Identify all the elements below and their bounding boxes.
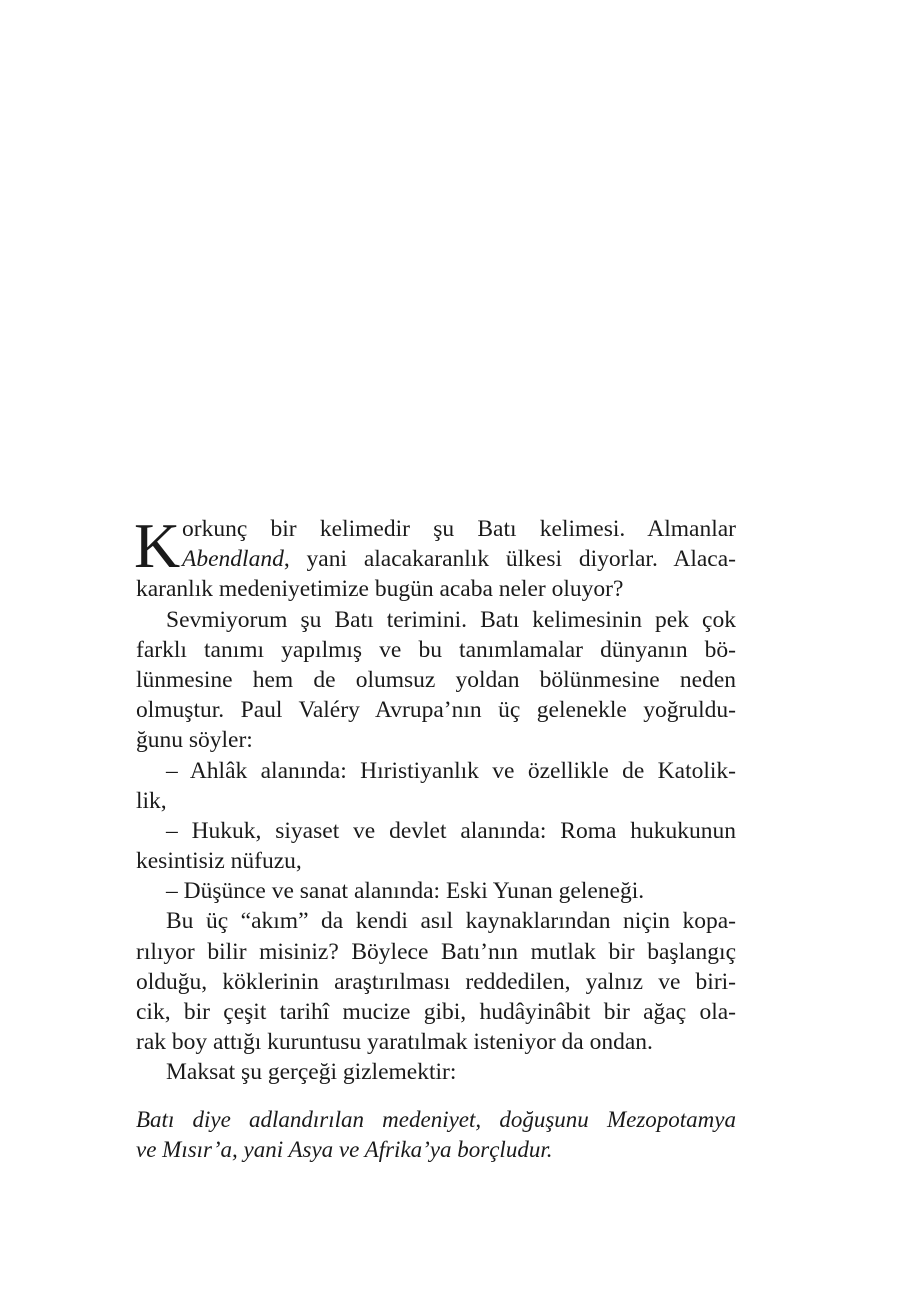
paragraph-4-line-1: Maksat şu gerçeği gizlemektir: <box>166 1059 457 1086</box>
quote-line-1: Batı diye adlandırılan medeniyet, doğuşunu Mezopotamya <box>136 1107 736 1132</box>
paragraph-2-line-3: lünmesine hem de olumsuz yoldan bölünmesine neden <box>136 666 736 693</box>
paragraph-3-line-5: rak boy attığı kuruntusu yaratılmak isteniyor da ondan. <box>136 1029 653 1056</box>
list-item-1-line-1: – Ahlâk alanında: Hıristiyanlık ve özellikle de Katolik- <box>166 757 736 784</box>
list-item-3-line-1: – Düşünce ve sanat alanında: Eski Yunan geleneği. <box>166 878 645 905</box>
block-quote <box>136 1104 736 1164</box>
paragraph-3-line-2: rılıyor bilir misiniz? Böylece Batı’nın mutlak bir başlangıç <box>136 938 736 965</box>
paragraph-2-line-1: Sevmiyorum şu Batı terimini. Batı kelimesinin pek çok <box>166 606 736 633</box>
paragraph-2-line-2: farklı tanımı yapılmış ve bu tanımlamalar dünyanın bö- <box>136 636 736 663</box>
paragraph-3-line-4: cik, bir çeşit tarihî mucize gibi, hudâyinâbit bir ağaç ola- <box>136 999 736 1025</box>
paragraph-3-line-1: Bu üç “akım” da kendi asıl kaynaklarından niçin kopa- <box>166 908 736 935</box>
drop-cap: K <box>134 510 181 581</box>
paragraph-1-line-1: orkunç bir kelimedir şu Batı kelimesi. Almanlar <box>182 516 736 542</box>
list-item-1-line-2: lik, <box>136 787 167 814</box>
list-item-2-line-1: – Hukuk, siyaset ve devlet alanında: Roma hukukunun <box>166 817 736 844</box>
term-abendland: Abendland <box>182 546 284 573</box>
quote-line-2: ve Mısır’a, yani Asya ve Afrika’ya borçludur. <box>136 1137 553 1163</box>
list-item-2-line-2: kesintisiz nüfuzu, <box>136 848 302 875</box>
main-text <box>134 510 736 1088</box>
paragraph-1-line-3: karanlık medeniyetimize bugün acaba neler oluyor? <box>136 576 624 603</box>
paragraph-3-line-3: olduğu, köklerinin araştırılması reddedilen, yalnız ve biri- <box>136 968 736 995</box>
paragraph-1-line-2-rest: , yani alacakaranlık ülkesi diyorlar. Alaca- <box>283 546 736 573</box>
paragraph-2-line-5: ğunu söyler: <box>136 727 253 754</box>
paragraph-2-line-4: olmuştur. Paul Valéry Avrupa’nın üç gelenekle yoğruldu- <box>136 697 736 724</box>
paragraph-1-line-2 <box>136 544 736 574</box>
